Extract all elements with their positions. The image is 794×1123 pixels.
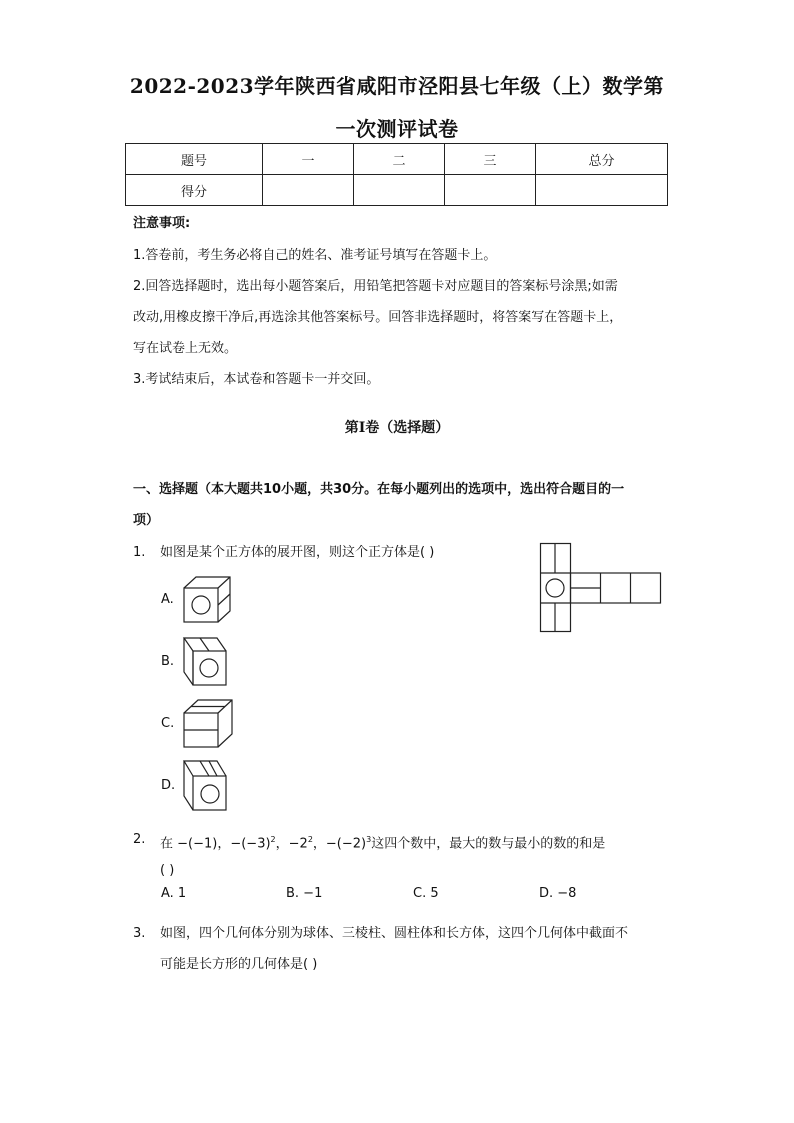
option-d-label: D. [161,778,176,793]
cube-option-a-figure [183,576,235,624]
table-cell [354,175,445,206]
table-cell: 得分 [126,175,263,206]
q2-expr-d: 这四个数中，最大的数与最小的数的和是 [371,836,606,852]
exam-title-line1: 2022-2023学年陕西省咸阳市泾阳县七年级（上）数学第 [129,74,665,98]
question-3-line2: 可能是长方形的几何体是( ) [160,957,318,972]
option-c-label: C. [161,716,175,731]
table-cell: 三 [445,144,536,175]
notice-item-2-line3: 写在试卷上无效。 [133,341,238,356]
section-title: 第I卷（选择题） [344,420,450,436]
table-row [126,175,668,206]
notice-item-3: 3.考试结束后，本试卷和答题卡一并交回。 [133,372,380,387]
score-table [125,143,668,206]
q2-expr-a: 在 −(−1)，−(−3) [160,836,271,852]
question-number: 1. [133,545,146,560]
question-1-text: 如图是某个正方体的展开图，则这个正方体是( ) [160,545,435,560]
notice-item-2-line2: 改动,用橡皮擦干净后,再选涂其他答案标号。回答非选择题时，将答案写在答题卡上， [133,310,623,325]
cube-option-d-figure [183,760,227,812]
question-3-line1: 如图，四个几何体分别为球体、三棱柱、圆柱体和长方体，这四个几何体中截面不 [160,926,629,941]
cube-option-c-figure [183,699,235,749]
q2-exp-2: 2 [307,835,313,844]
notice-item-2-line1: 2.回答选择题时，选出每小题答案后，用铅笔把答题卡对应题目的答案标号涂黑;如需 [133,279,618,294]
question-number: 3. [133,926,146,941]
table-row [126,144,668,175]
option-a-label: A. [161,592,174,607]
choice-b: B. −1 [286,886,323,901]
cube-option-b-figure [183,637,227,687]
q2-exp-1: 2 [270,835,276,844]
question-number: 2. [133,832,146,847]
table-cell: 题号 [126,144,263,175]
question-2-blank: ( ) [160,863,175,878]
table-cell [263,175,354,206]
choice-a: A. 1 [161,886,187,901]
notice-item-1: 1.答卷前，考生务必将自己的姓名、准考证号填写在答题卡上。 [133,248,497,263]
q2-exp-3: 3 [366,835,372,844]
cube-net-figure [540,543,662,633]
part-heading-line1: 一、选择题（本大题共10小题，共30分。在每小题列出的选项中，选出符合题目的一 [133,482,625,497]
q2-expr-b: ，−2 [275,836,308,852]
table-cell: 一 [263,144,354,175]
choice-c: C. 5 [413,886,439,901]
table-cell: 总分 [536,144,668,175]
part-heading-line2: 项） [133,513,160,528]
q2-expr-c: ，−(−2) [312,836,367,852]
table-cell [445,175,536,206]
choice-d: D. −8 [539,886,577,901]
question-2-text [160,824,605,859]
option-b-label: B. [161,654,175,669]
table-cell: 二 [354,144,445,175]
exam-title-line2: 一次测评试卷 [335,117,459,141]
table-cell [536,175,668,206]
notice-heading: 注意事项: [133,216,191,231]
